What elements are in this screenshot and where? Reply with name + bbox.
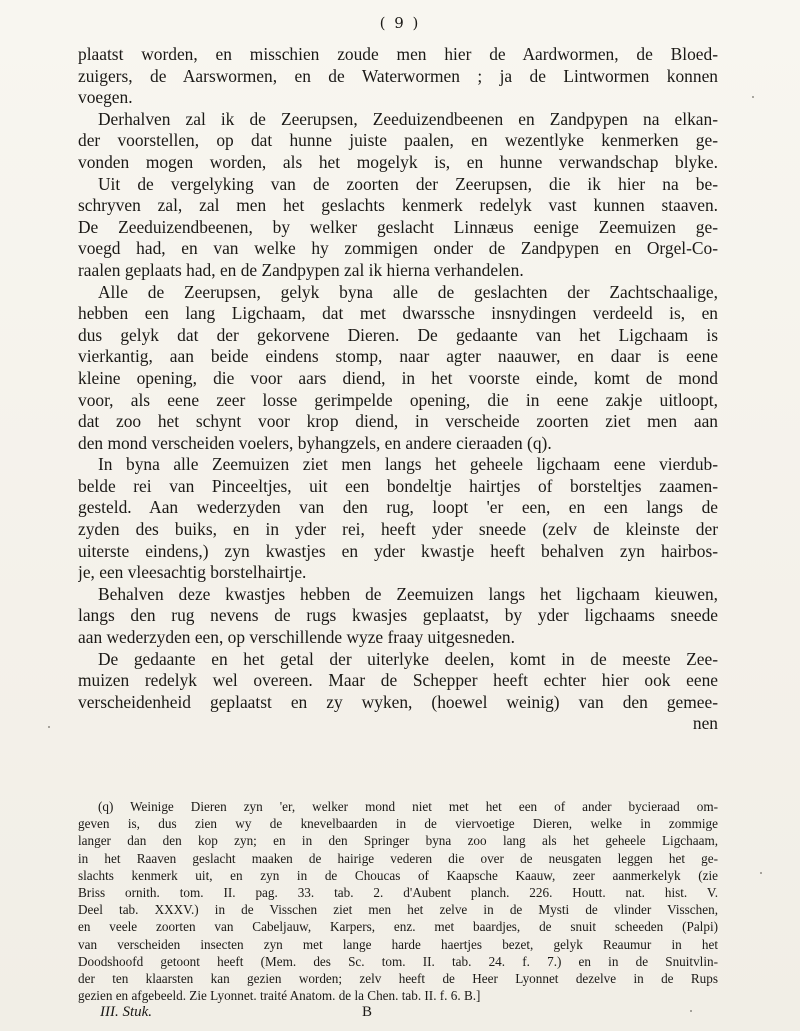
signature-line [100,1004,700,1021]
footnote-q [78,798,718,1004]
body-line: schryven zal, zal men het geslachts kenmerk redelyk vast kunnen staaven. [78,195,718,216]
body-line: der voorstellen, op dat hunne juiste paalen, en wezentlyke kenmerken ge- [78,130,718,151]
footnote-line: langer dan den kop zyn; en in den Springer byna zoo lang als het geheele Ligchaam, [78,833,718,849]
body-line: muizen redelyk wel overeen. Maar de Schepper heeft echter hier ook eene [78,670,718,691]
body-line: nen [692,713,718,734]
footnote-line: in het Raaven geslacht maaken de hairige vederen die over de neusgaten leggen het ge- [78,850,718,866]
body-line: plaatst worden, en misschien zoude men hier de Aardwormen, de Bloed- [78,44,718,64]
footnote-line: (q) Weinige Dieren zyn 'er, welker mond niet met het een of ander bycieraad om- [98,799,718,814]
print-speck [752,96,754,98]
body-line: hebben een lang Ligchaam, dat met dwarssche insnydingen verdeeld is, en [78,303,718,324]
body-line: zyden des buiks, en in yder rei, heeft yder sneede (zelv de kleinste der [78,519,718,540]
body-line: Behalven deze kwastjes hebben de Zeemuizen langs het ligchaam kieuwen, [98,583,718,604]
body-line: zuigers, de Aarswormen, en de Waterwormen ; ja de Lintwormen konnen [78,65,718,86]
body-line: Alle de Zeerupsen, gelyk byna alle de geslachten der Zachtschaalige, [98,281,718,302]
body-line: dat zoo het schynt voor krop diend, in verscheide zoorten ziet men aan [78,411,718,432]
body-line: Uit de vergelyking van de zoorten der Zeerupsen, die ik hier na be- [98,173,718,194]
print-speck [48,726,50,728]
body-line: verscheidenheid geplaatst en zy wyken, (hoewel weinig) van den gemee- [78,691,718,712]
body-line: Derhalven zal ik de Zeerupsen, Zeeduizendbeenen en Zandpypen na elkan- [98,108,718,129]
footnote-line: Briss ornith. tom. II. pag. 33. tab. 2. d'Aubent planch. 226. Houtt. nat. hist. V. [78,885,718,901]
body-line: belde rei van Pinceeltjes, uit een bondeltje hairtjes of borsteltjes zaamen- [78,475,718,496]
body-line: kleine opening, die voor aars diend, in het voorste einde, komt de mond [78,367,718,388]
body-line: langs den rug nevens de rugs kwasjes geplaatst, by yder ligchaams sneede [78,605,718,626]
footnote-line: van verscheiden insecten zyn met lange harde haertjes bezet, gelyk Reaumur in het [78,936,718,952]
body-line: voegen. [78,87,133,108]
body-line: voor, als eene zeer losse gerimpelde opening, die in eene zakje uitloopt, [78,389,718,410]
print-speck [760,872,762,874]
footnote-line: en veele zoorten van Cabeljauw, Karpers, enz. met baardjes, de snuit scheeden (Palpi) [78,919,718,935]
body-line: raalen geplaats had, en de Zandpypen zal ik hierna verhandelen. [78,259,524,280]
footnote-line: geven is, dus zien wy de knevelbaarden in de viervoetige Dieren, welke in zommige [78,816,718,832]
body-line: den mond verscheiden voelers, byhangzels, en andere cieraaden (q). [78,432,552,453]
body-line: De Zeeduizendbeenen, by welker geslacht Linnæus eenige Zeemuizen ge- [78,216,718,237]
footnote-line: Deel tab. XXXV.) in de Visschen ziet men het zelve in de Mysti de vlinder Visschen, [78,902,718,918]
body-line: De gedaante en het getal der uiterlyke deelen, komt in de meeste Zee- [98,648,718,669]
body-line: gesteld. Aan wederzyden van den rug, loopt 'er een, en een langs de [78,497,718,518]
footnote-line: der ten klaarsten kan gezien worden; zelv heeft de Heer Lyonnet dezelve in de Rups [78,971,718,987]
footnote-line: Doodshoofd getoont heeft (Mem. des Sc. tom. II. tab. 24. f. 7.) en in de Snuitvlin- [78,953,718,969]
body-line: je, een vleesachtig borstelhairtje. [78,562,307,583]
body-line: vierkantig, aan beide eindens stomp, naar agter naauwer, en daar is eene [78,346,718,367]
signature-mark: B [362,1004,373,1020]
print-speck [690,1010,692,1012]
footnote-line: slachts kenmerk uit, en zyn in de Choucas of Kaapsche Kaauw, zeer aanmerkelyk (zie [78,867,718,883]
footnote-line: gezien en afgebeeld. Zie Lyonnet. traité Anatom. de la Chen. tab. II. f. 6. B.] [78,988,481,1004]
body-line: uiterste eindens,) zyn kwastjes en yder kwastje heeft behalven zyn hairbos- [78,540,718,561]
signature-text: III. Stuk. [100,1004,153,1020]
body-text [78,44,718,735]
body-line: dus gelyk dat der gekorvene Dieren. De gedaante van het Ligchaam is [78,324,718,345]
page-number: ( 9 ) [379,14,421,32]
body-line: voegd had, en van welke hy zommigen onder de Zandpypen en Orgel-Co- [78,238,718,259]
body-line: vonden mogen worden, als het mogelyk is, en hunne verwandschap blyke. [78,151,718,172]
body-line: aan wederzyden een, op verschillende wyze fraay uitgesneden. [78,627,515,648]
body-line: In byna alle Zeemuizen ziet men langs het geheele ligchaam eene vierdub- [98,454,718,475]
